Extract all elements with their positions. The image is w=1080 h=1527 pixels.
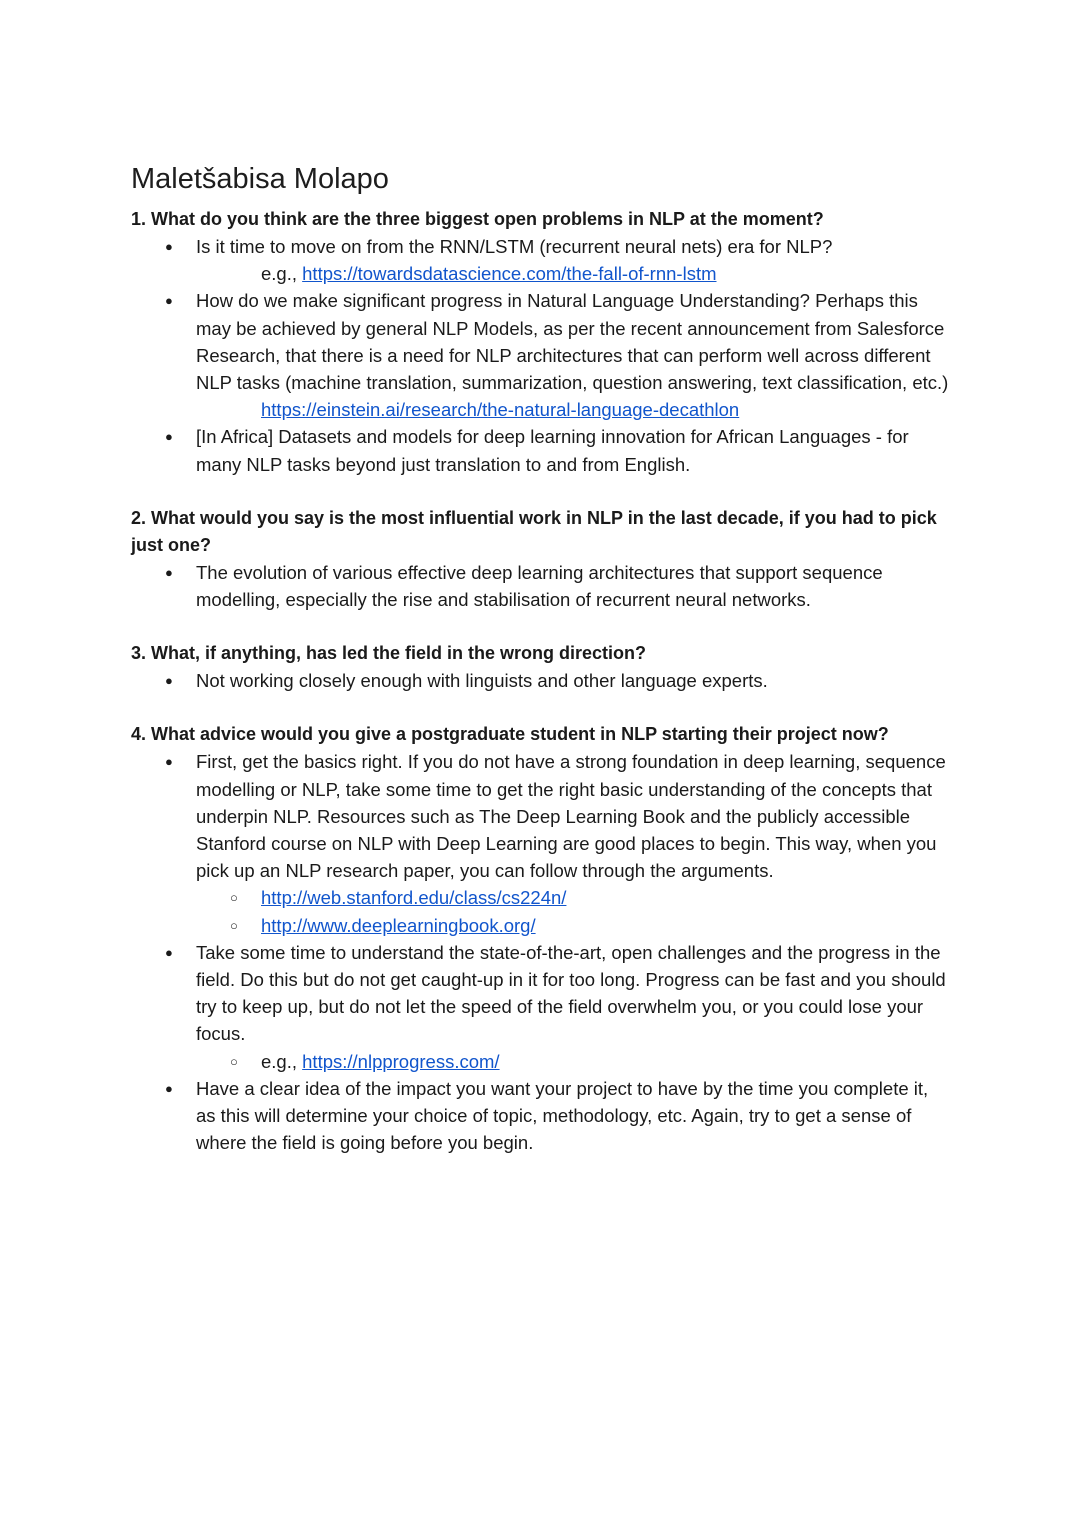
list-item (131, 233, 951, 260)
answer-text: Not working closely enough with linguists and other language experts. (196, 670, 768, 692)
answer-text: How do we make significant progress in Natural Language Understanding? Perhaps this may be achieved by general NLP Models, as per the recent announcement from Salesforce Research, that there is a need for NLP architectures that can perform well across different NLP tasks (machine translation, summarization, question answering, text classification, etc.) (196, 290, 949, 394)
list-item (131, 667, 951, 694)
document-body (131, 160, 951, 1156)
answer-text: Take some time to understand the state-of-the-art, open challenges and the progress in the field. Do this but do not get caught-up in it for too long. Progress can be fast and you should try to keep up, but do not let the speed of the field overwhelm you, or you could lose your focus. (196, 941, 946, 1045)
example-prefix: e.g., (261, 263, 303, 285)
link-deeplearningbook[interactable]: http://www.deeplearningbook.org/ (261, 914, 536, 936)
list-item (131, 559, 951, 613)
answer-text: The evolution of various effective deep learning architectures that support sequence modelling, especially the rise and stabilisation of recurrent neural networks. (196, 561, 883, 611)
answer-text: First, get the basics right. If you do not have a strong foundation in deep learning, sequence modelling or NLP, take some time to get the right basic understanding of the concepts that underpin NLP. Resources such as The Deep Learning Book and the publicly accessible Stanford course on NLP with Deep Learning are good places to begin. This way, when you pick up an NLP research paper, you can follow through the arguments. (196, 751, 946, 882)
bullet-icon: ● (165, 1080, 173, 1096)
question-4: 4. What advice would you give a postgraduate student in NLP starting their project now? (131, 724, 889, 745)
circle-bullet-icon: ○ (230, 917, 238, 933)
link-nlpprogress[interactable]: https://nlpprogress.com/ (302, 1050, 500, 1072)
page-title: Maletšabisa Molapo (131, 163, 389, 195)
question-1: 1. What do you think are the three biggest open problems in NLP at the moment? (131, 209, 824, 229)
list-item (131, 1075, 951, 1157)
answer-list-4c (131, 1075, 951, 1157)
sub-list-links (131, 884, 951, 938)
circle-bullet-icon: ○ (230, 1053, 238, 1069)
answer-list-4 (131, 748, 951, 884)
bullet-icon: ● (165, 293, 173, 309)
spacer (131, 613, 951, 640)
answer-list-1 (131, 233, 951, 260)
list-item (131, 748, 951, 884)
answer-text: Is it time to move on from the RNN/LSTM (recurrent neural nets) era for NLP? (196, 236, 833, 257)
bullet-icon: ● (165, 429, 173, 445)
sub-list-example (131, 1048, 951, 1075)
link-einstein[interactable]: https://einstein.ai/research/the-natural-language-decathlon (261, 399, 740, 421)
bullet-icon: ● (165, 673, 173, 689)
spacer (131, 478, 951, 505)
link-stanford-cs224n[interactable]: http://web.stanford.edu/class/cs224n/ (261, 887, 567, 909)
link-line (131, 396, 951, 423)
answer-list-3 (131, 667, 951, 694)
question-3: 3. What, if anything, has led the field in the wrong direction? (131, 643, 647, 664)
list-item (131, 287, 951, 396)
answer-text: [In Africa] Datasets and models for deep learning innovation for African Languages - for many NLP tasks beyond just translation to and from English. (196, 426, 909, 475)
sub-list-item (131, 912, 951, 939)
answer-list-1c (131, 423, 951, 477)
bullet-icon: ● (165, 239, 173, 254)
circle-bullet-icon: ○ (230, 890, 238, 906)
list-item (131, 939, 951, 1048)
bullet-icon: ● (165, 754, 173, 770)
spacer (131, 694, 951, 721)
example-line (131, 260, 951, 287)
list-item (131, 423, 951, 477)
answer-list-4b (131, 939, 951, 1048)
answer-text: Have a clear idea of the impact you want your project to have by the time you complete it, as this will determine your choice of topic, methodology, etc. Again, try to get a sense of where the field is going before you begin. (196, 1077, 929, 1154)
link-towardsdatascience[interactable]: https://towardsdatascience.com/the-fall-of-rnn-lstm (302, 263, 717, 285)
answer-list-1b (131, 287, 951, 396)
bullet-icon: ● (165, 944, 173, 960)
sub-list-item (131, 884, 951, 911)
question-2: 2. What would you say is the most influential work in NLP in the last decade, if you had to pick just one? (131, 507, 937, 555)
sub-list-item (131, 1048, 951, 1075)
example-prefix: e.g., (261, 1050, 303, 1072)
answer-list-2 (131, 559, 951, 613)
bullet-icon: ● (165, 564, 173, 580)
